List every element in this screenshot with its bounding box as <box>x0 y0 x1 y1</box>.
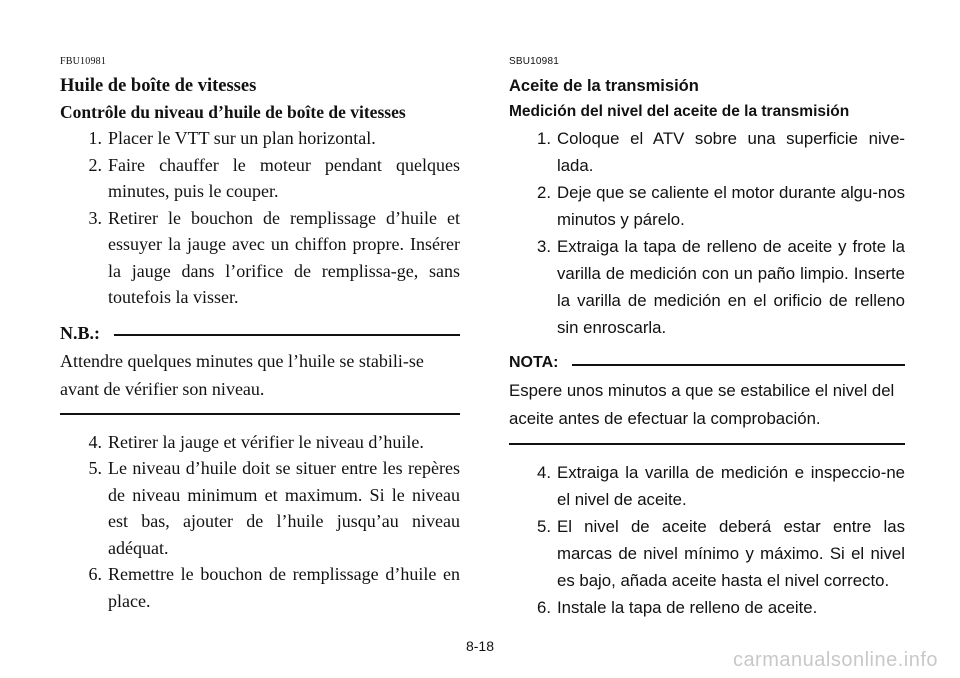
step-text: Remettre le bouchon de remplissage d’huile en place. <box>108 564 460 611</box>
step-text: Instale la tapa de relleno de aceite. <box>557 598 818 617</box>
step-item <box>509 459 905 513</box>
page-number: 8-18 <box>465 638 495 654</box>
step-item <box>60 455 460 561</box>
step-item <box>60 152 460 205</box>
spanish-column <box>509 56 905 621</box>
section-subtitle: Medición del nivel del aceite de la transmisión <box>509 103 850 120</box>
section-subtitle: Contrôle du niveau d’huile de boîte de vitesses <box>60 102 406 122</box>
step-number: 1. <box>537 129 551 148</box>
step-item <box>60 561 460 614</box>
section-code: SBU10981 <box>509 56 559 67</box>
step-text: Retirer la jauge et vérifier le niveau d’huile. <box>108 431 424 452</box>
step-item <box>509 513 905 594</box>
steps-list <box>509 459 905 621</box>
note-text: Attendre quelques minutes que l’huile se stabili-se avant de vérifier son niveau. <box>60 350 424 399</box>
note-header <box>60 321 460 345</box>
watermark: carmanualsonline.info <box>732 649 938 671</box>
note-label: N.B.: <box>60 322 100 343</box>
step-number: 1. <box>88 128 102 148</box>
step-number: 5. <box>88 458 102 478</box>
note-text: Espere unos minutos a que se estabilice el nivel del aceite antes de efectuar la comprobación. <box>509 381 895 428</box>
step-text: Extraiga la varilla de medición e inspeccio-ne el nivel de aceite. <box>557 463 905 509</box>
step-text: Deje que se caliente el motor durante algu-nos minutos y párelo. <box>557 183 905 229</box>
note-rule <box>572 364 905 366</box>
step-item <box>60 429 460 456</box>
step-item <box>509 594 905 621</box>
section-code: FBU10981 <box>60 56 107 67</box>
step-number: 3. <box>88 207 102 228</box>
step-number: 4. <box>88 431 102 452</box>
section-title: Aceite de la transmisión <box>509 77 699 95</box>
step-item <box>509 125 905 179</box>
steps-list <box>60 125 460 311</box>
step-item <box>60 125 460 152</box>
step-number: 6. <box>88 564 102 584</box>
step-text: Faire chauffer le moteur pendant quelques minutes, puis le couper. <box>108 154 460 201</box>
step-text: Le niveau d’huile doit se situer entre les repères de niveau minimum et maximum. Si le niveau est bas, ajouter de l’huile jusqu’au niveau adéquat. <box>108 458 460 558</box>
step-text: Retirer le bouchon de remplissage d’huile et essuyer la jauge avec un chiffon propre. Insérer la jauge dans l’orifice de remplissa-ge, sans toutefois la visser. <box>108 207 460 307</box>
step-number: 3. <box>537 237 551 256</box>
step-number: 2. <box>537 183 551 202</box>
note-rule <box>114 334 460 336</box>
step-text: Extraiga la tapa de relleno de aceite y frote la varilla de medición con un paño limpio. Inserte la varilla de medición en el orificio de relleno sin enroscarla. <box>557 237 905 337</box>
step-text: Coloque el ATV sobre una superficie nive-lada. <box>557 129 905 175</box>
step-number: 6. <box>537 598 551 617</box>
note-label: NOTA: <box>509 354 559 371</box>
step-number: 2. <box>88 154 102 175</box>
note-divider <box>509 443 905 445</box>
step-item <box>509 179 905 233</box>
step-number: 5. <box>537 517 551 536</box>
step-text: El nivel de aceite deberá estar entre las marcas de nivel mínimo y máximo. Si el nivel es bajo, añada aceite hasta el nivel correcto. <box>557 517 905 590</box>
note-header <box>509 351 905 375</box>
french-column <box>60 56 460 614</box>
section-title: Huile de boîte de vitesses <box>60 76 257 96</box>
step-item <box>509 233 905 341</box>
steps-list <box>509 125 905 341</box>
step-item <box>60 205 460 311</box>
note-divider <box>60 413 460 415</box>
step-number: 4. <box>537 463 551 482</box>
step-text: Placer le VTT sur un plan horizontal. <box>108 128 376 148</box>
steps-list <box>60 429 460 615</box>
